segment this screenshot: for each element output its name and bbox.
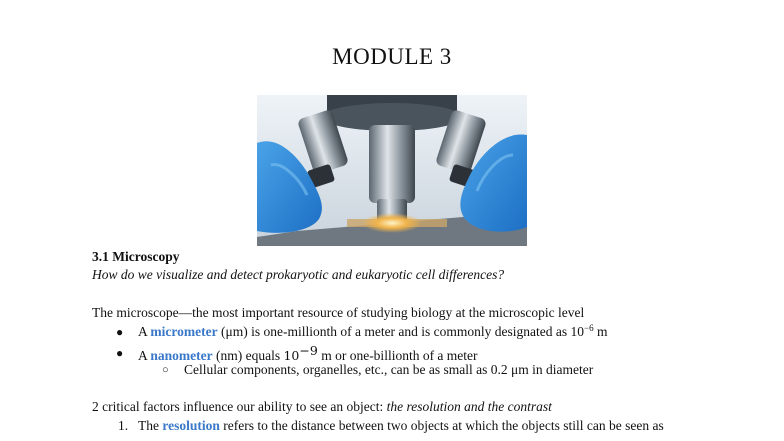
bullet-dot: ● bbox=[116, 325, 124, 339]
term-nanometer[interactable]: nanometer bbox=[150, 348, 213, 363]
term-micrometer[interactable]: micrometer bbox=[150, 324, 218, 339]
factors-lead: 2 critical factors influence our ability to see an object: bbox=[92, 399, 387, 414]
bullet-text: m or one-billionth of a meter bbox=[317, 348, 478, 363]
math-base: 10 bbox=[283, 348, 300, 363]
microscope-photo bbox=[257, 95, 527, 246]
exponent: −9 bbox=[299, 343, 318, 358]
unit: m bbox=[593, 324, 608, 339]
item-text: refers to the distance between two objects at which the objects still can be seen as bbox=[219, 418, 664, 433]
sub-bullet-text: Cellular components, organelles, etc., can be as small as 0.2 μm in diameter bbox=[184, 362, 594, 377]
exponent: −6 bbox=[584, 323, 594, 333]
bullet-dot: ● bbox=[116, 346, 124, 360]
bullet-text: (nm) equals bbox=[212, 348, 284, 363]
bullet-prefix: A bbox=[138, 348, 151, 363]
module-title: MODULE 3 bbox=[332, 44, 452, 69]
numbered-item-resolution bbox=[138, 418, 664, 434]
bullet-nanometer bbox=[138, 343, 478, 364]
bullet-prefix: A bbox=[138, 324, 151, 339]
section-heading: 3.1 Microscopy bbox=[92, 249, 180, 264]
intro-paragraph: The microscope—the most important resource of studying biology at the microscopic level bbox=[92, 305, 585, 320]
factors-paragraph bbox=[92, 399, 552, 415]
sub-bullet-circle: ○ bbox=[162, 364, 169, 376]
section-question: How do we visualize and detect prokaryotic and eukaryotic cell differences? bbox=[92, 267, 505, 282]
term-resolution[interactable]: resolution bbox=[162, 418, 220, 433]
bullet-text: (μm) is one-millionth of a meter and is commonly designated as 10 bbox=[217, 324, 585, 339]
list-number: 1. bbox=[118, 418, 129, 433]
item-prefix: The bbox=[138, 418, 163, 433]
bullet-micrometer bbox=[138, 323, 608, 340]
factors-emphasis: the resolution and the contrast bbox=[386, 399, 552, 414]
